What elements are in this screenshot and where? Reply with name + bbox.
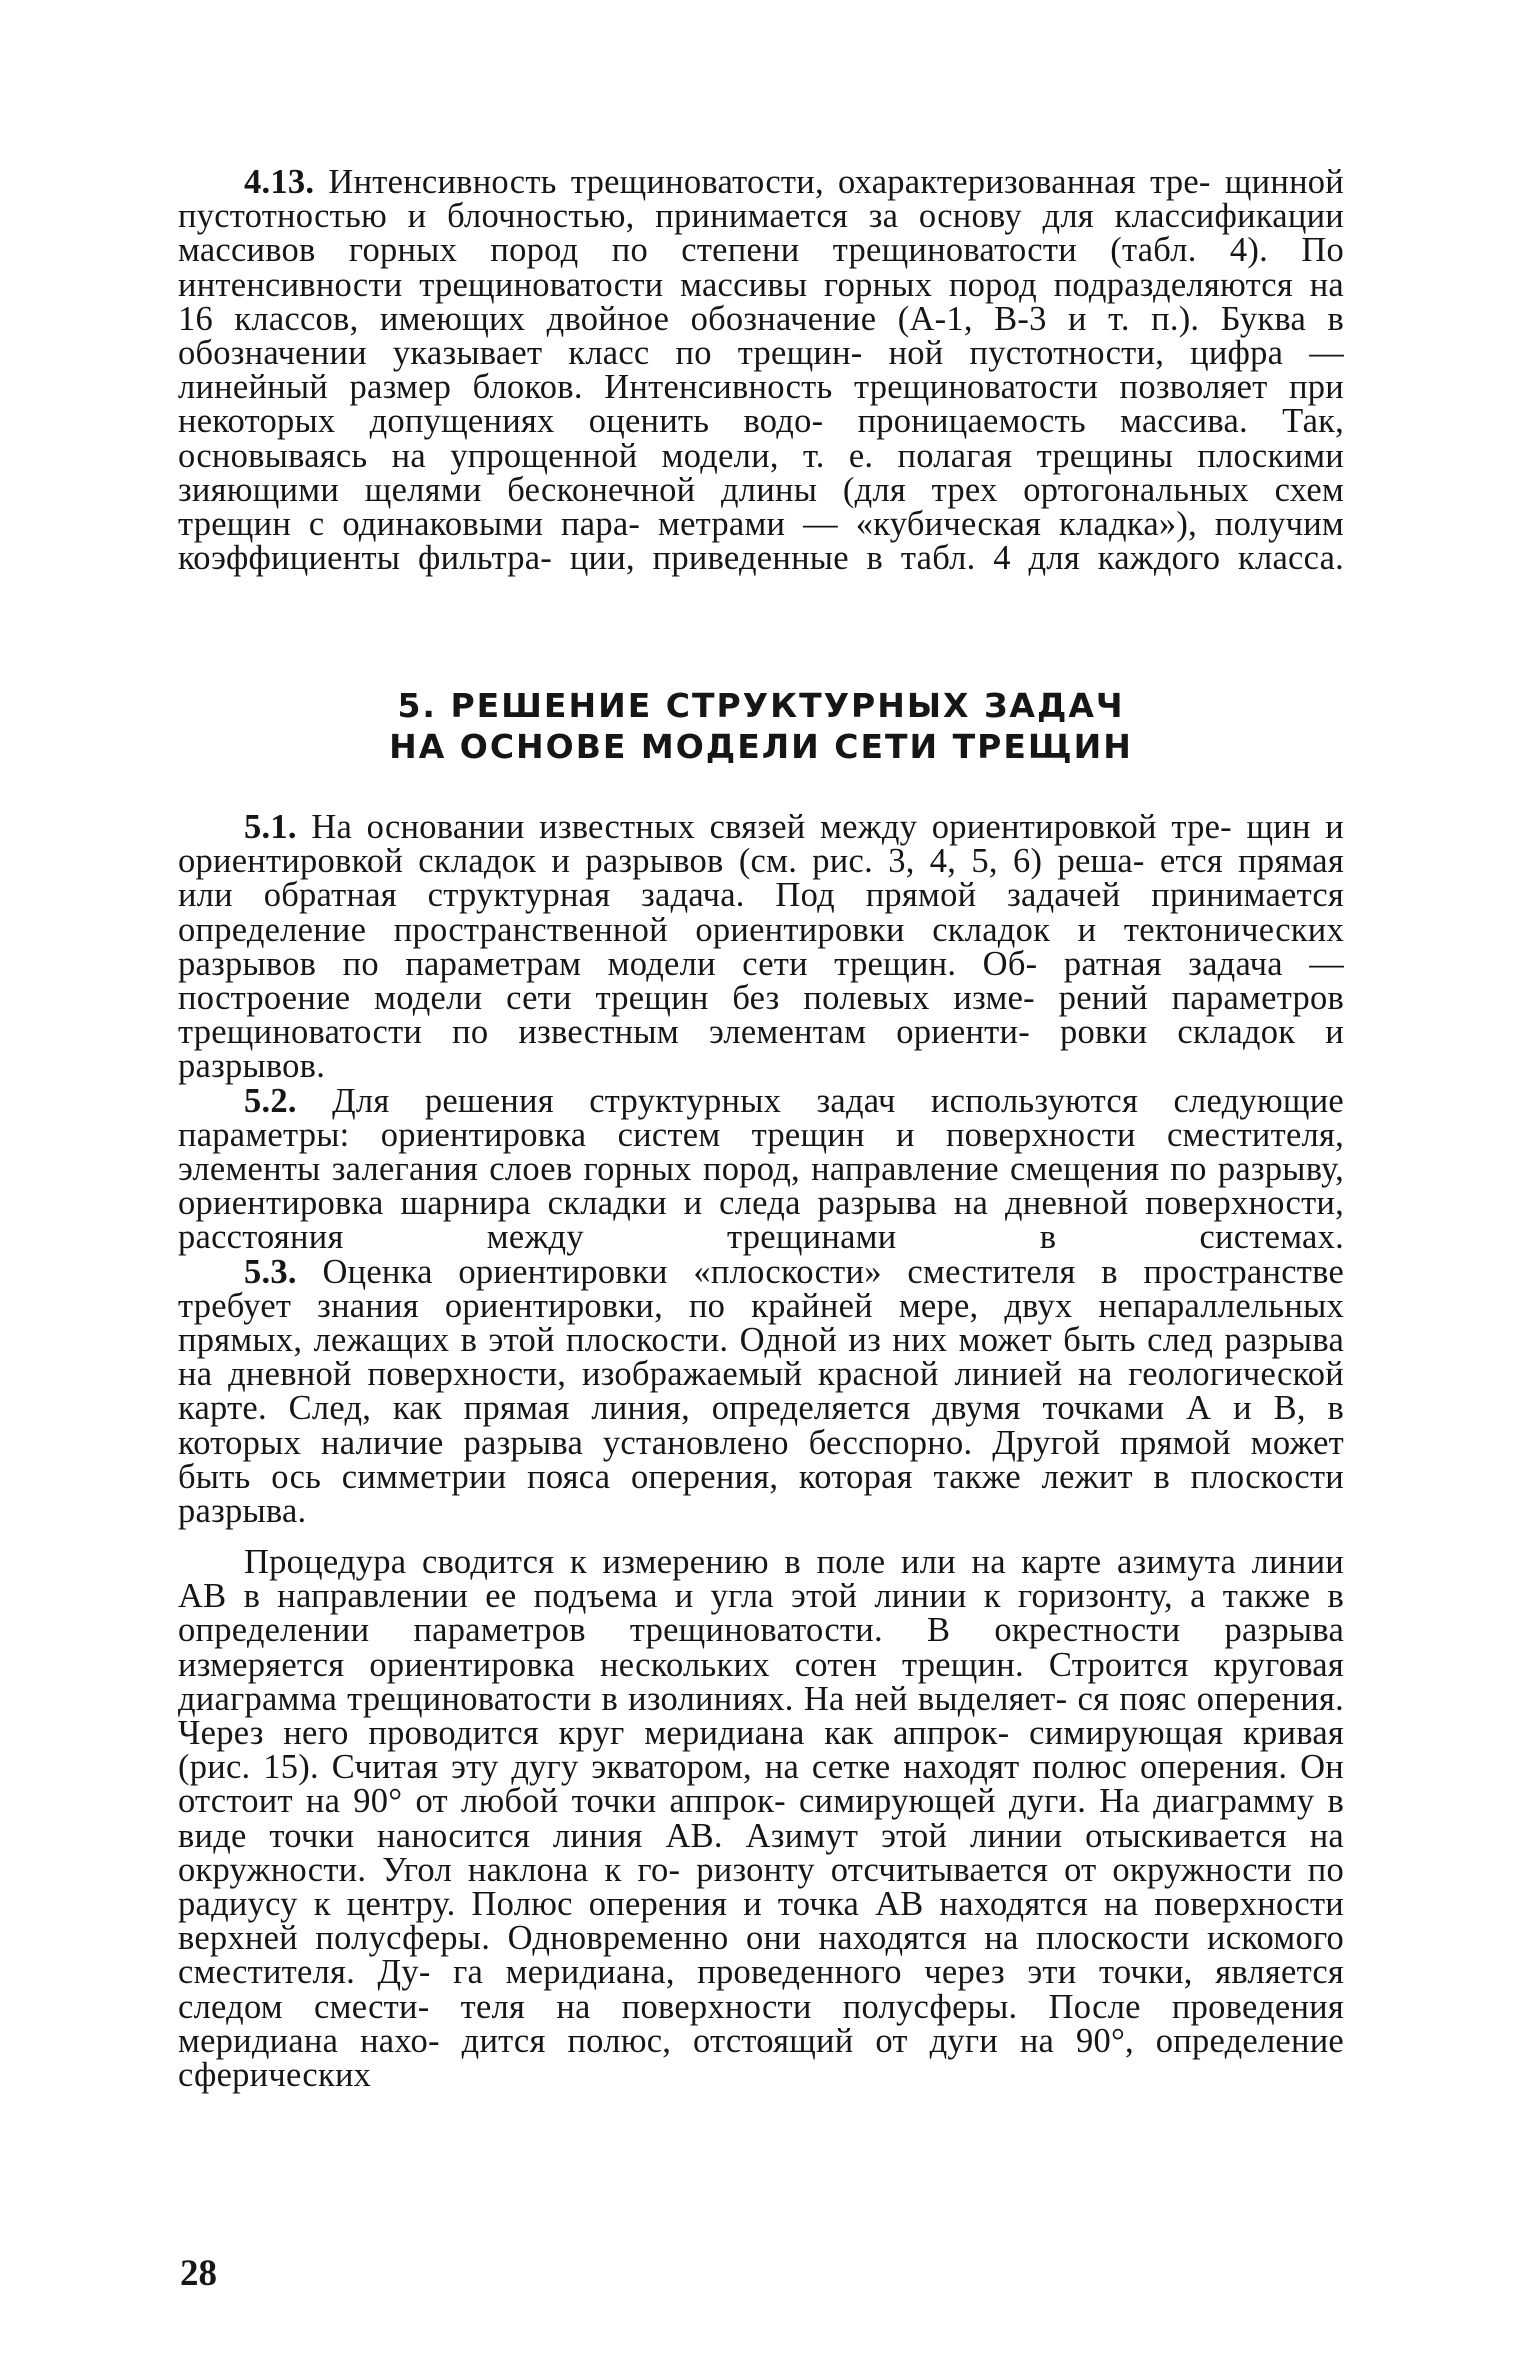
section-heading-line-2: НА ОСНОВЕ МОДЕЛИ СЕТИ ТРЕЩИН xyxy=(389,727,1133,766)
text-line: симирующей дуги. На диаграмму в виде точки наносится линия АВ. xyxy=(178,1782,1345,1855)
text-line: находят полюс оперения. Он отстоит на 90° от любой точки аппрок- xyxy=(178,1748,1344,1821)
text-line: ризонту отсчитывается от окружности по радиусу к центру. Полюс xyxy=(178,1850,1344,1924)
text-line: принимается определение пространственной ориентировки складок xyxy=(178,876,1345,949)
text-line: Азимут этой линии отыскивается на окружности. Угол наклона к го- xyxy=(178,1816,1344,1889)
text-line: Другой прямой может быть ось симметрии пояса оперения, которая xyxy=(178,1423,1344,1496)
text-line: ции, приведенные в табл. 4 для каждого класса. xyxy=(569,539,1345,578)
section-5-paragraphs xyxy=(178,808,1345,1531)
text-line: разрыва измеряется ориентировка нескольких сотен трещин. Строится xyxy=(178,1611,1345,1684)
text-line: Одновременно они находятся на плоскости искомого сместителя. Ду- xyxy=(178,1919,1344,1992)
text-line: т. е. полагая трещины плоскими зияющими щелями бесконечной xyxy=(178,436,1345,509)
text-line: проницаемость массива. Так, основываясь на упрощенной модели, xyxy=(178,402,1345,475)
text-line: симирующая кривая (рис. 15). Считая эту дугу экватором, на сетке xyxy=(178,1714,1344,1787)
text-line: ется прямая или обратная структурная задача. Под прямой задачей xyxy=(178,842,1344,915)
text-line: ровки складок и разрывов. xyxy=(178,1013,1344,1086)
text-line: требует знания ориентировки, по крайней мере, двух непараллельных xyxy=(178,1286,1344,1325)
text-line: также лежит в плоскости разрыва. xyxy=(178,1457,1344,1531)
paragraph-number: 5.3. xyxy=(244,1252,297,1291)
text-line: ной пустотности, цифра — линейный размер блоков. Интенсивность xyxy=(178,334,1344,407)
text-line: теля на поверхности полусферы. После проведения меридиана нахо- xyxy=(178,1987,1344,2060)
text-line: Интенсивность трещиноватости, охарактеризованная тре- xyxy=(328,163,1211,201)
text-line: (А-1, В-3 и т. п.). Буква в обозначении указывает класс по трещин- xyxy=(178,299,1344,373)
paragraph-5-2 xyxy=(178,1081,1344,1257)
text-line: ратная задача — построение модели сети трещин без полевых изме- xyxy=(178,944,1344,1018)
paragraph-number: 5.1. xyxy=(244,808,297,846)
text-line: трещиноватости позволяет при некоторых допущениях оценить водо- xyxy=(178,368,1345,441)
page-number: 28 xyxy=(180,2253,217,2294)
text-line: рений параметров трещиноватости по известным элементам ориенти- xyxy=(178,979,1344,1052)
text-line: щин и ориентировкой складок и разрывов (см. рис. 3, 4, 5, 6) реша- xyxy=(178,808,1344,881)
text-line: метрами — «кубическая кладка»), получим коэффициенты фильтра- xyxy=(178,505,1344,578)
text-line: ся пояс оперения. Через него проводится круг меридиана как аппрок- xyxy=(178,1679,1345,1753)
text-line: прямых, лежащих в этой плоскости. Одной из них может быть след xyxy=(178,1321,1214,1360)
text-line: Оценка ориентировки «плоскости» сместителя в пространстве xyxy=(322,1252,1345,1291)
text-line: разрыву, ориентировка шарнира складки и следа разрыва на дневной xyxy=(178,1150,1344,1223)
section-heading-line-1: 5. РЕШЕНИЕ СТРУКТУРНЫХ ЗАДАЧ xyxy=(397,686,1125,725)
paragraph-number: 4.13. xyxy=(244,163,315,201)
paragraph-5-1 xyxy=(178,810,1344,1084)
text-line: параметры: ориентировка систем трещин и поверхности сместителя, xyxy=(178,1115,1344,1154)
section-heading xyxy=(178,685,1344,767)
text-line: разрыва на дневной поверхности, изображаемый красной линией на xyxy=(178,1321,1345,1394)
text-line: элементы залегания слоев горных пород, направление смещения по xyxy=(178,1150,1207,1189)
text-line: Для решения структурных задач используются следующие xyxy=(332,1081,1344,1120)
text-line: классификации массивов горных пород по степени трещиноватости xyxy=(178,197,1345,270)
text-line: подразделяются на 16 классов, имеющих двойное обозначение xyxy=(178,265,1344,338)
text-line: поверхности, расстояния между трещинами в системах. xyxy=(178,1184,1344,1257)
text-line: (табл. 4). По интенсивности трещиноватости массивы горных пород xyxy=(178,231,1344,304)
text-line: длины (для трех ортогональных схем трещин с одинаковыми пара- xyxy=(178,470,1344,544)
text-line: дится полюс, отстоящий от дуги на 90°, определение сферических xyxy=(178,2021,1344,2095)
text-line: линии АВ в направлении ее подъема и угла этой линии к горизонту, xyxy=(178,1543,1344,1616)
text-line: а также в определении параметров трещиноватости. В окрестности xyxy=(178,1577,1345,1650)
paragraph-5-3 xyxy=(178,1252,1345,1531)
text-line: геологической карте. След, как прямая линия, определяется двумя xyxy=(178,1355,1344,1428)
text-line: точками А и В, в которых наличие разрыва установлено бесспорно. xyxy=(178,1389,1345,1462)
paragraph-procedure xyxy=(178,1543,1345,2095)
text-line: га меридиана, проведенного через эти точки, является следом смести- xyxy=(178,1953,1345,2026)
text-line: круговая диаграмма трещиноватости в изолиниях. На ней выделяет- xyxy=(178,1645,1344,1718)
text-line: Процедура сводится к измерению в поле или на карте азимута xyxy=(244,1543,1237,1581)
text-line: оперения и точка АВ находятся на поверхности верхней полусферы. xyxy=(178,1885,1344,1958)
text-line: и тектонических разрывов по параметрам модели сети трещин. Об- xyxy=(178,910,1344,983)
text-line: На основании известных связей между ориентировкой тре- xyxy=(311,808,1232,846)
paragraph-number: 5.2. xyxy=(244,1081,297,1120)
text-line: щинной пустотностью и блочностью, принимается за основу для xyxy=(178,163,1344,236)
paragraph-4-13 xyxy=(178,163,1345,578)
